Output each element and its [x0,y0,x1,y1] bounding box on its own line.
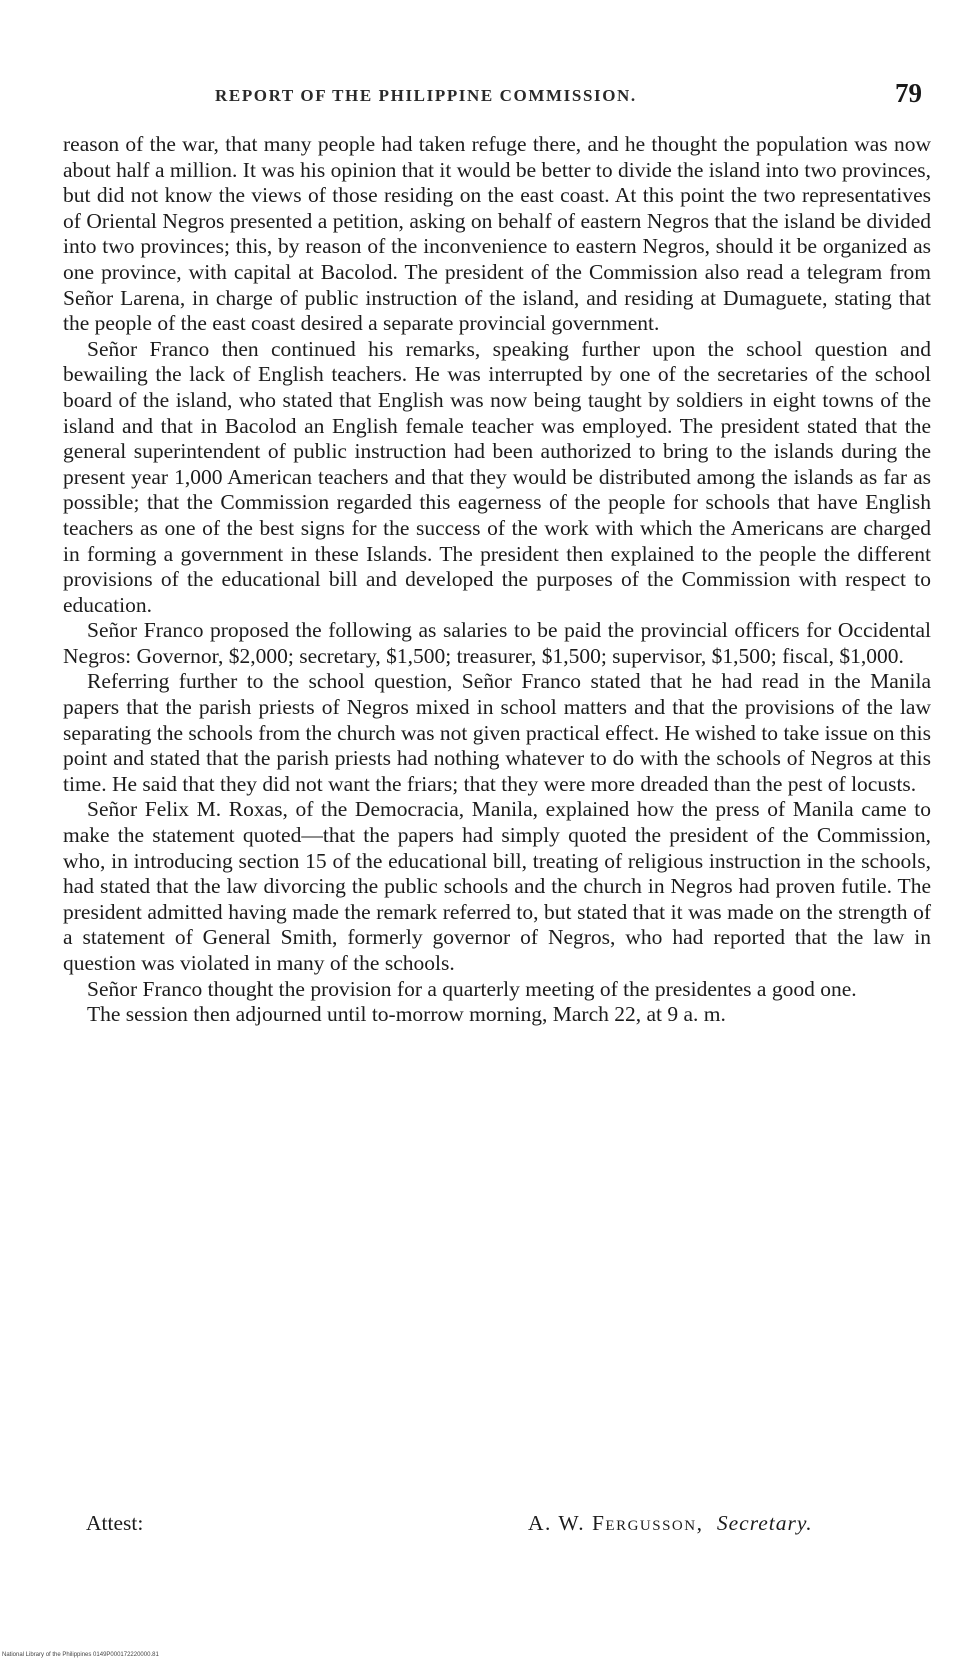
page-number: 79 [895,78,922,108]
paragraph-adjournment: The session then adjourned until to-morrow morning, March 22, at 9 a. m. [87,1002,726,1027]
body-text [63,132,931,1028]
paragraph-quarterly-meeting: Señor Franco thought the provision for a quarterly meeting of the presidentes a good one. [87,976,857,1001]
paragraph-school-question: Señor Franco then continued his remarks, speaking further upon the school question and bewailing the lack of English teachers. He was interrupted by one of the secretaries of the school board of the island, who stated that English was now being taught by soldiers in eight towns of the island and that in Bacolod an English female teacher was employed. The president stated that the general superintendent of public instruction had been authorized to bring to the islands during the present year 1,000 American teachers and that they would be distributed among the islands as far as possible; that the Commission regarded this eagerness of the people for schools that have English teachers as one of the best signs for the success of the work with which the Americans are charged in forming a government in these Islands. The president then explained to the people the different provisions of the educational bill and developed the purposes of the Commission with respect to education. [63,336,931,617]
paragraph-parish-priests: Referring further to the school question, Señor Franco stated that he had read in the Manila papers that the parish priests of Negros mixed in school matters and that the provisions of the law separating the schools from the church was not given practical effect. He wished to take issue on this point and stated that the parish priests had nothing whatever to do with the schools of Negros at this time. He said that they did not want the friars; that they were more dreaded than the pest of locusts. [63,669,931,796]
running-head: REPORT OF THE PHILIPPINE COMMISSION. [215,86,637,105]
paragraph-roxas: Señor Felix M. Roxas, of the Democracia, Manila, explained how the press of Manila came to make the statement quoted—that the papers had simply quoted the president of the Commission, who, in introducing section 15 of the educational bill, treating of religious instruction in the schools, had stated that the law divorcing the public schools and the church in Negros had proven futile. The president admitted having made the remark referred to, but stated that it was made on the strength of a statement of General Smith, formerly governor of Negros, who had reported that the law in question was violated in many of the schools. [63,797,931,975]
signature [528,1510,813,1536]
paragraph-salaries: Señor Franco proposed the following as salaries to be paid the provincial officers for Occidental Negros: Governor, $2,000; secretary, $1,500; treasurer, $1,500; supervisor, $1,500; fiscal, $1,000. [63,618,931,668]
attest-label: Attest: [86,1511,144,1535]
signatory-title: Secretary. [716,1511,813,1535]
signatory-name: A. W. Fergusson, [528,1511,704,1535]
archive-stamp: National Library of the Philippines 0149P000172220000.81 [2,1652,159,1658]
paragraph-continuation: reason of the war, that many people had taken refuge there, and he thought the population was now about half a million. It was his opinion that it would be better to divide the island into two provinces, but did not know the views of those residing on the east coast. At this point the two representatives of Oriental Negros presented a petition, asking on behalf of eastern Negros that the island be divided into two provinces; this, by reason of the inconvenience to eastern Negros, should it be organized as one province, with capital at Bacolod. The president of the Commission also read a telegram from Señor Larena, in charge of public instruction of the island, and residing at Dumaguete, stating that the people of the east coast desired a separate provincial government. [63,132,931,336]
